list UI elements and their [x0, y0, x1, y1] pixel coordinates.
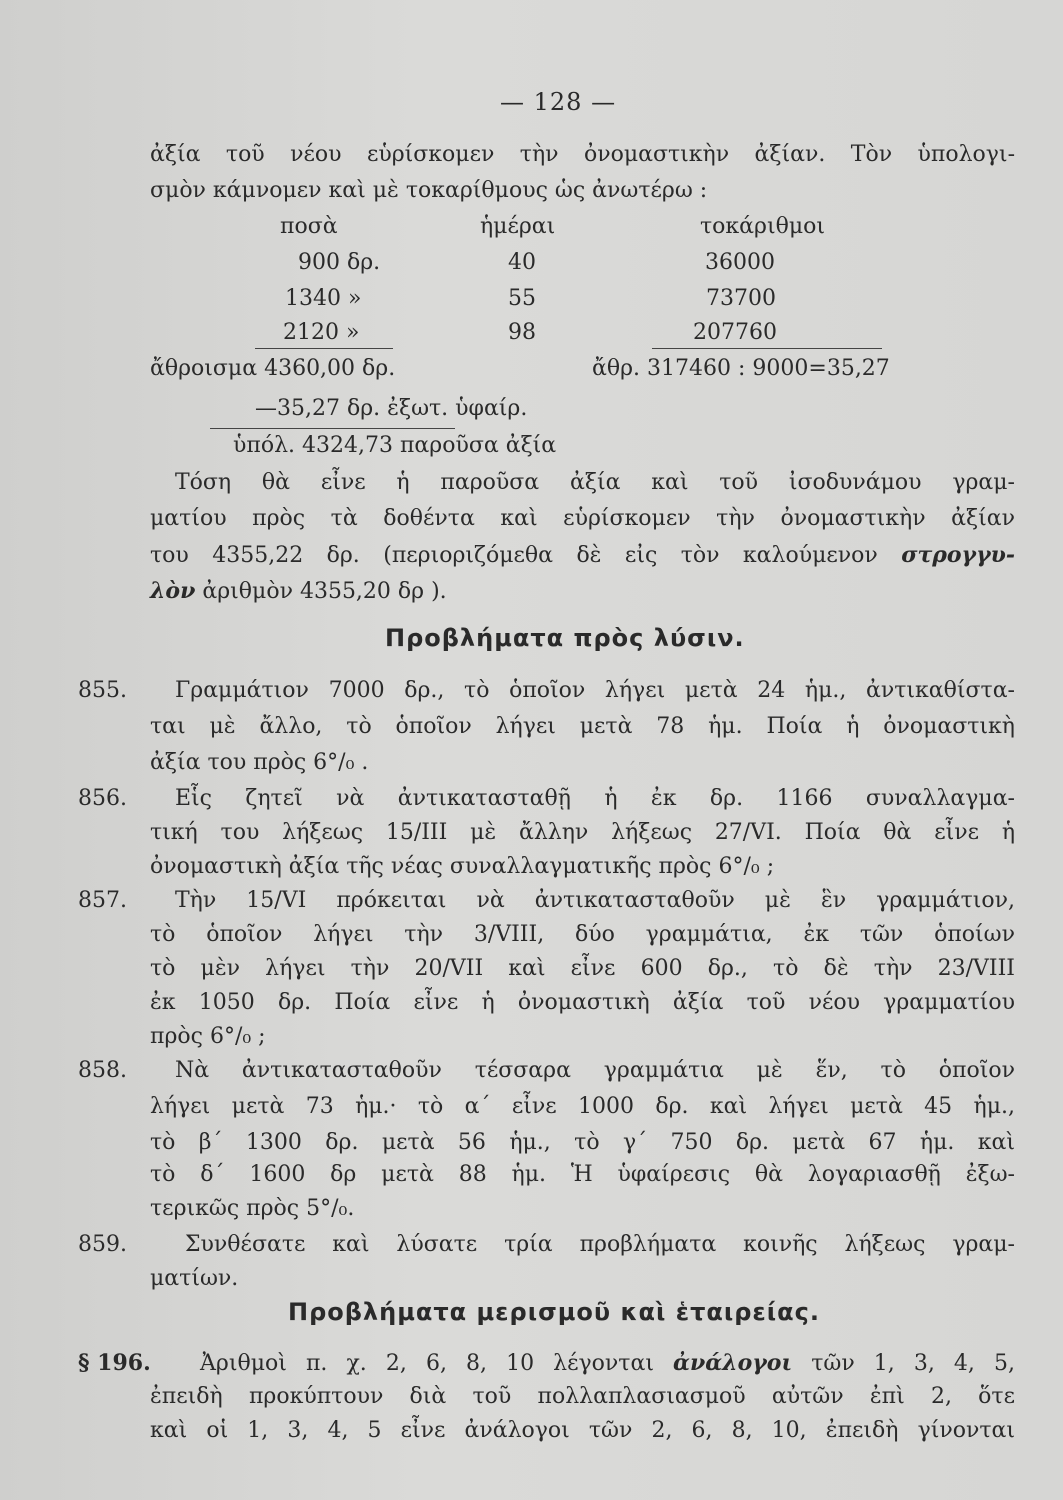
table-cell: 2120 »	[283, 320, 360, 345]
page-number: — 128 —	[500, 88, 617, 116]
paragraph-line-3: του 4355,22 δρ. (περιοριζόμεθα δὲ εἰς τὸν καλούμενον στρογγυ-	[150, 542, 1015, 568]
problem-line: ὀνομαστικὴ ἀξία τῆς νέας συναλλαγματικῆς πρὸς 6°/₀ ;	[150, 854, 775, 879]
table-cell: 207760	[693, 320, 777, 345]
problem-line: τερικῶς πρὸς 5°/₀.	[150, 1196, 355, 1221]
problem-line: Τὴν 15/VI πρόκειται νὰ ἀντικατασταθοῦν μὲ ἓν γραμμάτιον,	[175, 888, 1015, 913]
col-header-products: τοκάριθμοι	[700, 214, 825, 239]
problem-number: 855.	[78, 678, 127, 703]
problem-line: Εἷς ζητεῖ νὰ ἀντικατασταθῇ ἡ ἐκ δρ. 1166 συναλλαγμα-	[175, 786, 1015, 811]
table-cell: 900 δρ.	[298, 250, 381, 275]
intro-line-2: σμὸν κάμνομεν καὶ μὲ τοκαρίθμους ὡς ἀνωτέρω :	[150, 178, 708, 203]
intro-line-1: ἀξία τοῦ νέου εὑρίσκομεν τὴν ὀνομαστικὴν ἀξίαν. Τὸν ὑπολογι-	[150, 142, 1015, 167]
present-value-line: ὑπόλ. 4324,73 παροῦσα ἀξία	[233, 433, 557, 458]
section-heading-problems: Προβλήματα πρὸς λύσιν.	[385, 624, 745, 652]
problem-line: ται μὲ ἄλλο, τὸ ὁποῖον λήγει μετὰ 78 ἡμ. Ποία ἡ ὀνομαστικὴ	[150, 714, 1015, 739]
problem-line: τὸ μὲν λήγει τὴν 20/VII καὶ εἶνε 600 δρ., τὸ δὲ τὴν 23/VIII	[150, 956, 1015, 981]
paragraph-line-2: ματίου πρὸς τὰ δοθέντα καὶ εὑρίσκομεν τὴν ὀνομαστικὴν ἀξίαν	[150, 506, 1015, 531]
section-line: Ἀριθμοὶ π. χ. 2, 6, 8, 10 λέγονται ἀνάλογοι τῶν 1, 3, 4, 5,	[200, 1350, 1015, 1376]
section-heading-partnership: Προβλήματα μερισμοῦ καὶ ἑταιρείας.	[288, 1298, 820, 1326]
problem-line: Νὰ ἀντικατασταθοῦν τέσσαρα γραμμάτια μὲ ἕν, τὸ ὁποῖον	[175, 1058, 1015, 1083]
col-header-days: ἡμέραι	[480, 214, 556, 239]
problem-line: ματίων.	[150, 1266, 239, 1291]
problem-number: 857.	[78, 888, 127, 913]
table-cell: 36000	[705, 250, 775, 275]
table-cell: 73700	[706, 286, 776, 311]
problem-number: 859.	[78, 1232, 127, 1257]
sum-rule	[652, 348, 882, 349]
sum-amounts: ἄθροισμα 4360,00 δρ.	[150, 356, 396, 381]
subtraction-rule	[210, 428, 455, 429]
problem-line: τὸ β΄ 1300 δρ. μετὰ 56 ἡμ., τὸ γ΄ 750 δρ. μετὰ 67 ἡμ. καὶ	[150, 1130, 1015, 1155]
problem-number: 856.	[78, 786, 127, 811]
table-cell: 1340 »	[285, 286, 362, 311]
sum-products: ἄθρ. 317460 : 9000=35,27	[592, 356, 890, 381]
table-cell: 40	[508, 250, 536, 275]
problem-line: λήγει μετὰ 73 ἡμ.· τὸ α΄ εἶνε 1000 δρ. καὶ λήγει μετὰ 45 ἡμ.,	[150, 1094, 1015, 1119]
section-line: ἐπειδὴ προκύπτουν διὰ τοῦ πολλαπλασιασμοῦ αὐτῶν ἐπὶ 2, ὅτε	[150, 1384, 1015, 1409]
problem-line: τὸ ὁποῖον λήγει τὴν 3/VIII, δύο γραμμάτια, ἐκ τῶν ὁποίων	[150, 922, 1015, 947]
sum-rule	[255, 348, 393, 349]
table-cell: 55	[508, 286, 536, 311]
problem-line: τική του λήξεως 15/ΙΙΙ μὲ ἄλλην λήξεως 27/VI. Ποία θὰ εἶνε ἡ	[150, 820, 1015, 845]
section-number: § 196.	[78, 1350, 151, 1376]
problem-number: 858.	[78, 1058, 127, 1083]
problem-line: ἐκ 1050 δρ. Ποία εἶνε ἡ ὀνομαστικὴ ἀξία τοῦ νέου γραμματίου	[150, 990, 1015, 1015]
paragraph-line-1: Τόση θὰ εἶνε ἡ παροῦσα ἀξία καὶ τοῦ ἰσοδυνάμου γραμ-	[175, 470, 1015, 495]
problem-line: Συνθέσατε καὶ λύσατε τρία προβλήματα κοινῆς λήξεως γραμ-	[185, 1232, 1015, 1257]
paragraph-line-4: λὸν ἀριθμὸν 4355,20 δρ ).	[150, 578, 447, 604]
problem-line: Γραμμάτιον 7000 δρ., τὸ ὁποῖον λήγει μετὰ 24 ἡμ., ἀντικαθίστα-	[175, 678, 1015, 703]
problem-line: πρὸς 6°/₀ ;	[150, 1024, 266, 1049]
discount-line: —35,27 δρ. ἐξωτ. ὑφαίρ.	[255, 396, 528, 421]
section-line: καὶ οἱ 1, 3, 4, 5 εἶνε ἀνάλογοι τῶν 2, 6, 8, 10, ἐπειδὴ γίνονται	[150, 1418, 1015, 1443]
problem-line: τὸ δ΄ 1600 δρ μετὰ 88 ἡμ. Ἡ ὑφαίρεσις θὰ λογαριασθῇ ἐξω-	[150, 1162, 1015, 1187]
table-cell: 98	[508, 320, 536, 345]
problem-line: ἀξία του πρὸς 6°/₀ .	[150, 750, 369, 775]
col-header-amounts: ποσὰ	[280, 214, 338, 239]
